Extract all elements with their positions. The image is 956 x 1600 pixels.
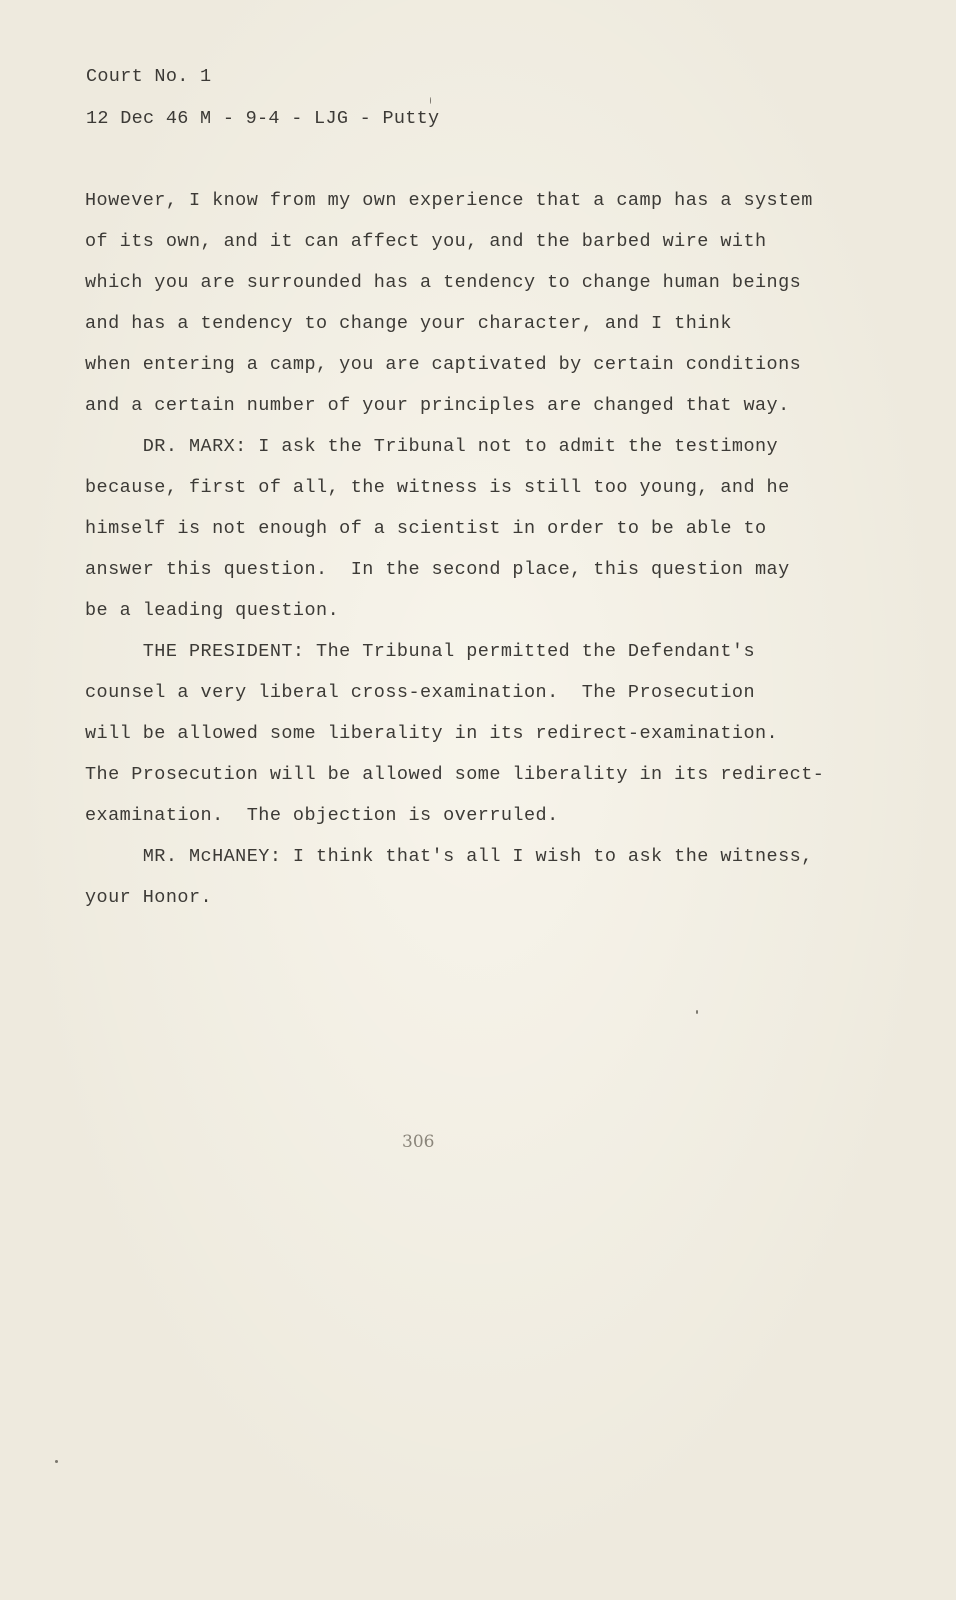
transcript-line: of its own, and it can affect you, and the barbed wire with: [85, 231, 767, 252]
transcript-line: DR. MARX: I ask the Tribunal not to admit the testimony: [85, 436, 779, 457]
court-number-header: Court No. 1: [86, 66, 212, 87]
transcript-line: your Honor.: [85, 887, 213, 908]
transcript-line: himself is not enough of a scientist in order to be able to: [85, 518, 767, 539]
transcript-line: because, first of all, the witness is still too young, and he: [85, 477, 790, 498]
page-number: 306: [402, 1132, 435, 1152]
transcript-line: answer this question. In the second place, this question may: [85, 559, 790, 580]
session-header: 12 Dec 46 M - 9-4 - LJG - Putty: [86, 108, 440, 129]
transcript-line: be a leading question.: [85, 600, 340, 621]
paper-speck: [696, 1010, 698, 1014]
transcript-line: counsel a very liberal cross-examination. The Prosecution: [85, 682, 756, 703]
transcript-line: However, I know from my own experience that a camp has a system: [85, 190, 813, 211]
transcript-line: will be allowed some liberality in its redirect-examination.: [85, 723, 779, 744]
paper-speck: [430, 97, 431, 104]
paper-speck: [55, 1460, 58, 1463]
transcript-line: The Prosecution will be allowed some liberality in its redirect-: [85, 764, 825, 785]
transcript-line: THE PRESIDENT: The Tribunal permitted the Defendant's: [85, 641, 756, 662]
transcript-line: and a certain number of your principles are changed that way.: [85, 395, 790, 416]
transcript-line: examination. The objection is overruled.: [85, 805, 559, 826]
transcript-line: MR. McHANEY: I think that's all I wish to ask the witness,: [85, 846, 813, 867]
transcript-line: which you are surrounded has a tendency to change human beings: [85, 272, 802, 293]
transcript-line: and has a tendency to change your character, and I think: [85, 313, 732, 334]
transcript-line: when entering a camp, you are captivated by certain conditions: [85, 354, 802, 375]
